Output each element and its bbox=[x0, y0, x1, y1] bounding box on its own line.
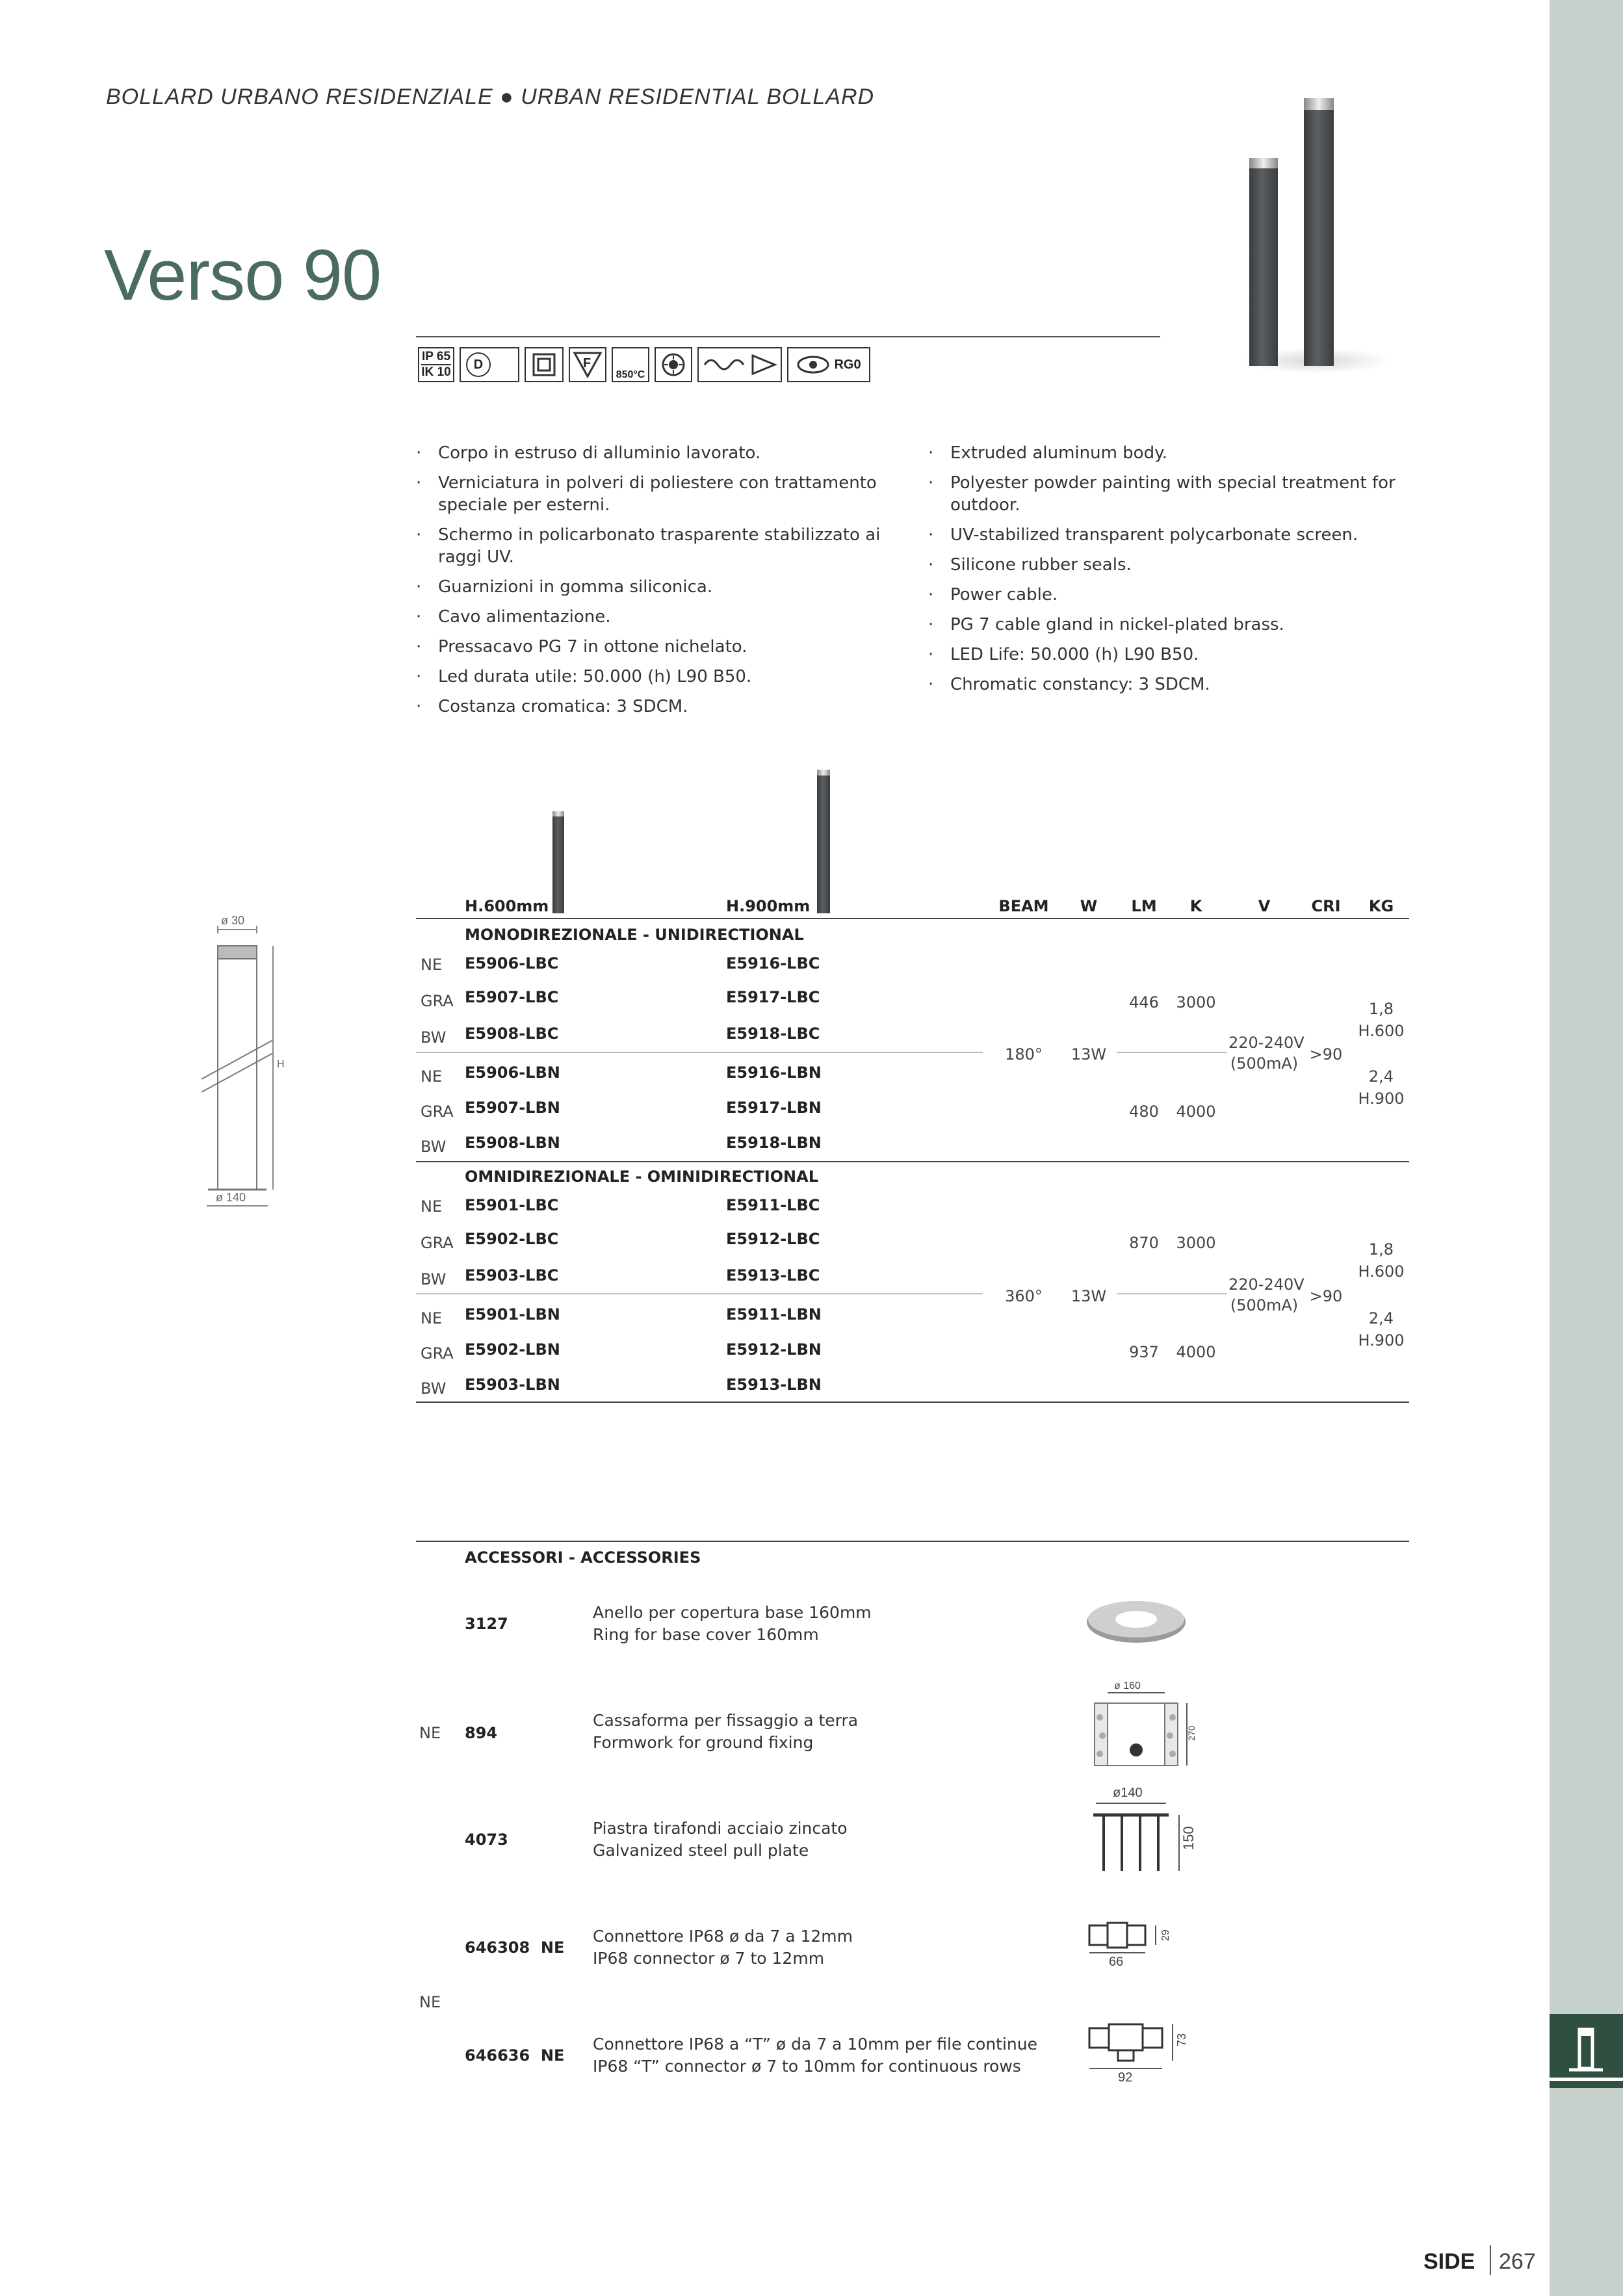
short-bollard-body bbox=[1249, 167, 1278, 366]
table-header-rule bbox=[416, 918, 1409, 919]
title-divider bbox=[416, 336, 1160, 337]
product-code-h900: E5912-LBC bbox=[726, 1230, 820, 1248]
t-connector-height-label: 73 bbox=[1175, 2033, 1188, 2046]
beam-value: 180° bbox=[1005, 1045, 1043, 1063]
product-code-h600: E5903-LBC bbox=[465, 1266, 559, 1285]
accessory-desc-it: Cassaforma per fissaggio a terra bbox=[593, 1711, 859, 1730]
product-code-h600: E5901-LBN bbox=[465, 1305, 560, 1324]
photobiological-icon bbox=[787, 347, 870, 382]
accessory-desc-it: Connettore IP68 ø da 7 a 12mm bbox=[593, 1927, 853, 1946]
class-ii-icon bbox=[525, 347, 564, 382]
tall-bollard-body bbox=[1304, 109, 1334, 366]
base-ring-image bbox=[1084, 1598, 1188, 1646]
feature-it-item: · Verniciatura in polveri di poliestere con trattamento speciale per esterni. bbox=[416, 472, 884, 516]
side-tab-underline bbox=[1550, 2078, 1623, 2081]
tall-bollard-lens bbox=[1304, 98, 1334, 110]
feature-en-item: · Polyester powder painting with special treatment for outdoor. bbox=[928, 472, 1396, 516]
finish-code: GRA bbox=[421, 1102, 454, 1121]
weight-value: 1,8 bbox=[1368, 1240, 1394, 1259]
weight-height: H.600 bbox=[1358, 1022, 1405, 1040]
kelvin-value: 3000 bbox=[1176, 1234, 1216, 1252]
h600-bollard-thumb bbox=[552, 816, 564, 913]
ip-label: IP 65 bbox=[421, 350, 451, 363]
surge-protection-icon bbox=[697, 347, 782, 382]
product-code-h900: E5913-LBN bbox=[726, 1376, 822, 1394]
accessory-finish: NE bbox=[419, 1724, 441, 1742]
accessory-desc-it: Piastra tirafondi acciaio zincato bbox=[593, 1819, 848, 1838]
ik-label: IK 10 bbox=[421, 365, 451, 379]
glow-wire-label: 850°C bbox=[616, 369, 645, 380]
feature-en-item: · Chromatic constancy: 3 SDCM. bbox=[928, 673, 1396, 696]
accessories-title: ACCESSORI - ACCESSORIES bbox=[465, 1548, 701, 1567]
feature-en-item: · PG 7 cable gland in nickel-plated brass. bbox=[928, 614, 1396, 636]
uv-resistant-icon bbox=[655, 347, 692, 382]
side-color-band bbox=[1550, 0, 1623, 2296]
formwork-drawing bbox=[1084, 1678, 1201, 1776]
finish-code: GRA bbox=[421, 1234, 454, 1252]
feature-it-item: · Schermo in policarbonato trasparente stabilizzato ai raggi UV. bbox=[416, 524, 884, 568]
connector-drawing bbox=[1084, 1916, 1182, 1968]
connector-width-label: 66 bbox=[1109, 1955, 1124, 1969]
product-code-h600: E5902-LBC bbox=[465, 1230, 559, 1248]
feature-en-item: · UV-stabilized transparent polycarbonate screen. bbox=[928, 524, 1396, 546]
accessory-desc-en: Ring for base cover 160mm bbox=[593, 1625, 819, 1644]
section-title: MONODIREZIONALE - UNIDIRECTIONAL bbox=[465, 926, 804, 944]
technical-drawing bbox=[156, 904, 338, 1268]
col-k: K bbox=[1189, 897, 1202, 915]
ip-ik-rating-icon bbox=[418, 347, 454, 382]
connector-height-label: 29 bbox=[1160, 1929, 1171, 1941]
bottom-diameter-label: ø 140 bbox=[216, 1191, 246, 1204]
h900-bollard-thumb-lens bbox=[817, 770, 830, 776]
weight-value: 2,4 bbox=[1368, 1067, 1394, 1086]
weight-height: H.900 bbox=[1358, 1089, 1405, 1108]
finish-code: BW bbox=[421, 1028, 447, 1047]
finish-code: BW bbox=[421, 1138, 447, 1156]
col-kg: KG bbox=[1368, 897, 1394, 915]
kelvin-value: 4000 bbox=[1176, 1102, 1216, 1121]
product-title: Verso 90 bbox=[104, 235, 382, 315]
section-rule bbox=[416, 1161, 1409, 1162]
voltage-value: 220-240V bbox=[1228, 1275, 1305, 1294]
col-h900: H.900mm bbox=[726, 897, 811, 915]
height-label: H bbox=[277, 1059, 285, 1070]
accessory-desc-en: Galvanized steel pull plate bbox=[593, 1841, 809, 1860]
weight-height: H.900 bbox=[1358, 1331, 1405, 1350]
category-heading: BOLLARD URBANO RESIDENZIALE ● URBAN RESIDENTIAL BOLLARD bbox=[106, 85, 875, 109]
product-code-h600: E5906-LBN bbox=[465, 1063, 560, 1082]
footer-divider bbox=[1490, 2245, 1491, 2275]
accessory-desc-en: IP68 “T” connector ø 7 to 10mm for continuous rows bbox=[593, 2057, 1021, 2076]
lumen-value: 480 bbox=[1129, 1102, 1159, 1121]
finish-code: NE bbox=[421, 1309, 443, 1327]
feature-en-item: · Silicone rubber seals. bbox=[928, 554, 1396, 576]
f-mark-label: F bbox=[583, 356, 591, 371]
weight-height: H.600 bbox=[1358, 1262, 1405, 1281]
finish-code: GRA bbox=[421, 1344, 454, 1363]
dimension-drawing bbox=[156, 904, 338, 1268]
formwork-diameter-label: ø 160 bbox=[1114, 1680, 1141, 1691]
finish-code: NE bbox=[421, 956, 443, 974]
accessory-code: 4073 bbox=[465, 1831, 508, 1849]
product-code-h900: E5916-LBC bbox=[726, 954, 820, 972]
section-title: OMNIDIREZIONALE - OMINIDIRECTIONAL bbox=[465, 1168, 819, 1186]
product-code-h600: E5907-LBN bbox=[465, 1099, 560, 1117]
col-cri: CRI bbox=[1311, 897, 1341, 915]
glow-wire-icon bbox=[612, 347, 649, 382]
bollard-category-tab[interactable] bbox=[1550, 2014, 1623, 2088]
feature-it-item: · Cavo alimentazione. bbox=[416, 606, 884, 628]
feature-it-item: · Led durata utile: 50.000 (h) L90 B50. bbox=[416, 666, 884, 688]
accessory-desc-en: Formwork for ground fixing bbox=[593, 1733, 814, 1752]
kelvin-value: 3000 bbox=[1176, 993, 1216, 1011]
product-code-h600: E5903-LBN bbox=[465, 1376, 560, 1394]
pull-plate-drawing bbox=[1084, 1785, 1195, 1883]
product-code-h600: E5901-LBC bbox=[465, 1196, 559, 1214]
t-connector-width-label: 92 bbox=[1118, 2070, 1133, 2085]
product-code-h900: E5911-LBN bbox=[726, 1305, 822, 1324]
rg0-label: RG0 bbox=[834, 357, 861, 372]
certification-icons bbox=[418, 346, 870, 383]
product-code-h900: E5918-LBC bbox=[726, 1024, 820, 1043]
feature-en-item: · Extruded aluminum body. bbox=[928, 442, 1396, 464]
pull-plate-height-label: 150 bbox=[1180, 1826, 1197, 1850]
col-h600: H.600mm bbox=[465, 897, 549, 915]
short-bollard-lens bbox=[1249, 158, 1278, 168]
accessory-code: 894 bbox=[465, 1724, 498, 1742]
lumen-value: 937 bbox=[1129, 1343, 1159, 1361]
accessory-desc-it: Anello per copertura base 160mm bbox=[593, 1603, 872, 1622]
col-v: V bbox=[1258, 897, 1271, 915]
f-mark-icon bbox=[569, 347, 606, 382]
product-code-h600: E5902-LBN bbox=[465, 1340, 560, 1359]
page-number: 267 bbox=[1499, 2249, 1536, 2274]
cri-value: >90 bbox=[1309, 1287, 1343, 1305]
voltage-value: 220-240V bbox=[1228, 1034, 1305, 1052]
features-italian bbox=[416, 442, 884, 725]
connector-group-finish: NE bbox=[419, 1993, 441, 2011]
bollard-category-icon bbox=[1550, 2014, 1623, 2078]
product-code-h600: E5907-LBC bbox=[465, 988, 559, 1006]
finish-code: NE bbox=[421, 1197, 443, 1216]
feature-it-item: · Guarnizioni in gomma siliconica. bbox=[416, 576, 884, 598]
product-code-h600: E5906-LBC bbox=[465, 954, 559, 972]
product-code-h900: E5912-LBN bbox=[726, 1340, 822, 1359]
feature-it-item: · Costanza cromatica: 3 SDCM. bbox=[416, 696, 884, 718]
finish-code: NE bbox=[421, 1067, 443, 1086]
accessories-top-rule bbox=[416, 1541, 1409, 1542]
product-code-h900: E5917-LBC bbox=[726, 988, 820, 1006]
product-code-h900: E5916-LBN bbox=[726, 1063, 822, 1082]
formwork-height-label: 270 bbox=[1186, 1725, 1197, 1741]
lumen-value: 870 bbox=[1129, 1234, 1159, 1252]
col-beam: BEAM bbox=[998, 897, 1049, 915]
accessory-code: 646308 NE bbox=[465, 1938, 565, 1957]
weight-value: 1,8 bbox=[1368, 1000, 1394, 1018]
finish-code: BW bbox=[421, 1379, 447, 1398]
accessory-desc-en: IP68 connector ø 7 to 12mm bbox=[593, 1949, 825, 1968]
product-code-h900: E5911-LBC bbox=[726, 1196, 820, 1214]
accessory-desc-it: Connettore IP68 a “T” ø da 7 a 10mm per file continue bbox=[593, 2035, 1037, 2054]
table-bottom-rule bbox=[416, 1402, 1409, 1403]
features-english bbox=[928, 442, 1396, 703]
col-w: W bbox=[1080, 897, 1098, 915]
finish-code: BW bbox=[421, 1270, 447, 1288]
lumen-value: 446 bbox=[1129, 993, 1159, 1011]
product-code-h600: E5908-LBN bbox=[465, 1134, 560, 1152]
cri-value: >90 bbox=[1309, 1045, 1343, 1063]
feature-it-item: · Corpo in estruso di alluminio lavorato. bbox=[416, 442, 884, 464]
watt-value: 13W bbox=[1071, 1045, 1107, 1063]
col-lm: LM bbox=[1131, 897, 1157, 915]
feature-en-item: · Power cable. bbox=[928, 584, 1396, 606]
beam-value: 360° bbox=[1005, 1287, 1043, 1305]
kelvin-value: 4000 bbox=[1176, 1343, 1216, 1361]
top-diameter-label: ø 30 bbox=[221, 914, 245, 927]
finish-code: GRA bbox=[421, 992, 454, 1010]
accessory-code: 3127 bbox=[465, 1615, 508, 1633]
watt-value: 13W bbox=[1071, 1287, 1107, 1305]
t-connector-drawing bbox=[1084, 2018, 1195, 2083]
driver-d-label: D bbox=[466, 352, 491, 377]
footer-brand: SIDE bbox=[1423, 2249, 1475, 2274]
product-code-h900: E5913-LBC bbox=[726, 1266, 820, 1285]
product-code-h900: E5918-LBN bbox=[726, 1134, 822, 1152]
feature-en-item: · LED Life: 50.000 (h) L90 B50. bbox=[928, 644, 1396, 666]
product-code-h900: E5917-LBN bbox=[726, 1099, 822, 1117]
driver-d-icon bbox=[460, 347, 519, 382]
current-value: (500mA) bbox=[1230, 1054, 1299, 1073]
weight-value: 2,4 bbox=[1368, 1309, 1394, 1327]
h900-bollard-thumb bbox=[817, 775, 830, 913]
product-photo bbox=[1228, 94, 1397, 380]
current-value: (500mA) bbox=[1230, 1296, 1299, 1314]
accessory-code: 646636 NE bbox=[465, 2046, 565, 2065]
product-code-h600: E5908-LBC bbox=[465, 1024, 559, 1043]
pull-plate-diameter-label: ø140 bbox=[1113, 1786, 1143, 1800]
h600-bollard-thumb-lens bbox=[552, 811, 564, 816]
feature-it-item: · Pressacavo PG 7 in ottone nichelato. bbox=[416, 636, 884, 658]
